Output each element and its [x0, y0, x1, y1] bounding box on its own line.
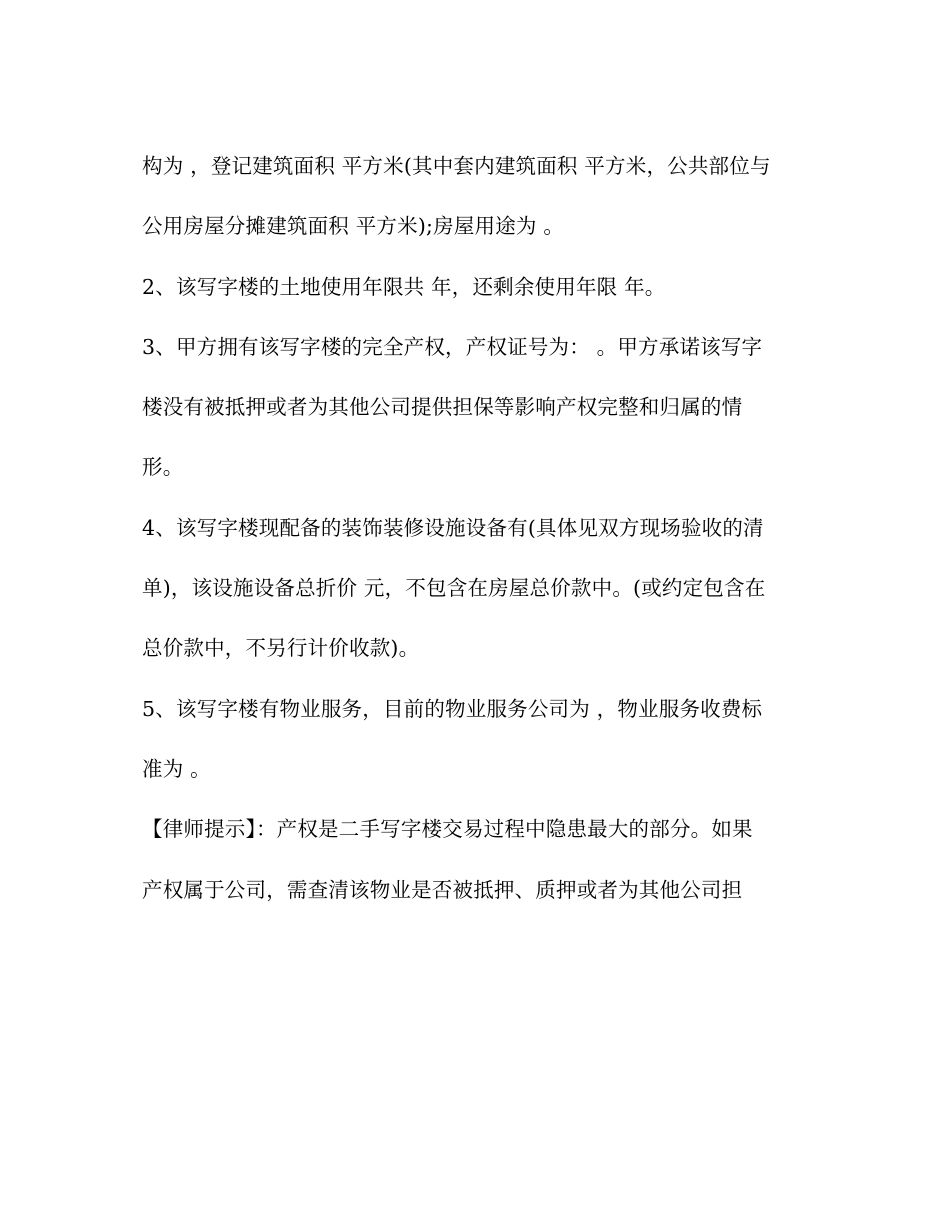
text-line: 产权属于公司，需查清该物业是否被抵押、质押或者为其他公司担 — [142, 877, 743, 902]
text-line: 单)，该设施设备总折价 元，不包含在房屋总价款中。(或约定包含在 — [142, 576, 766, 601]
text-line: 4、该写字楼现配备的装饰装修设施设备有(具体见双方现场验收的清 — [142, 515, 764, 540]
text-line: 公用房屋分摊建筑面积 平方米);房屋用途为 。 — [142, 214, 565, 239]
text-line: 2、该写字楼的土地使用年限共 年，还剩余使用年限 年。 — [142, 274, 666, 299]
document-body — [142, 136, 812, 920]
text-line: 5、该写字楼有物业服务，目前的物业服务公司为 ，物业服务收费标 — [142, 696, 763, 721]
text-line: 3、甲方拥有该写字楼的完全产权，产权证号为： 。甲方承诺该写字 — [142, 334, 763, 359]
text-line: 形。 — [142, 455, 184, 480]
text-line: 【律师提示】：产权是二手写字楼交易过程中隐患最大的部分。如果 — [142, 817, 753, 842]
text-line: 准为 。 — [142, 756, 211, 781]
text-line: 构为 ，登记建筑面积 平方米(其中套内建筑面积 平方米，公共部位与 — [142, 154, 771, 178]
text-line: 总价款中，不另行计价收款)。 — [142, 636, 420, 661]
text-line: 楼没有被抵押或者为其他公司提供担保等影响产权完整和归属的情 — [142, 395, 743, 420]
